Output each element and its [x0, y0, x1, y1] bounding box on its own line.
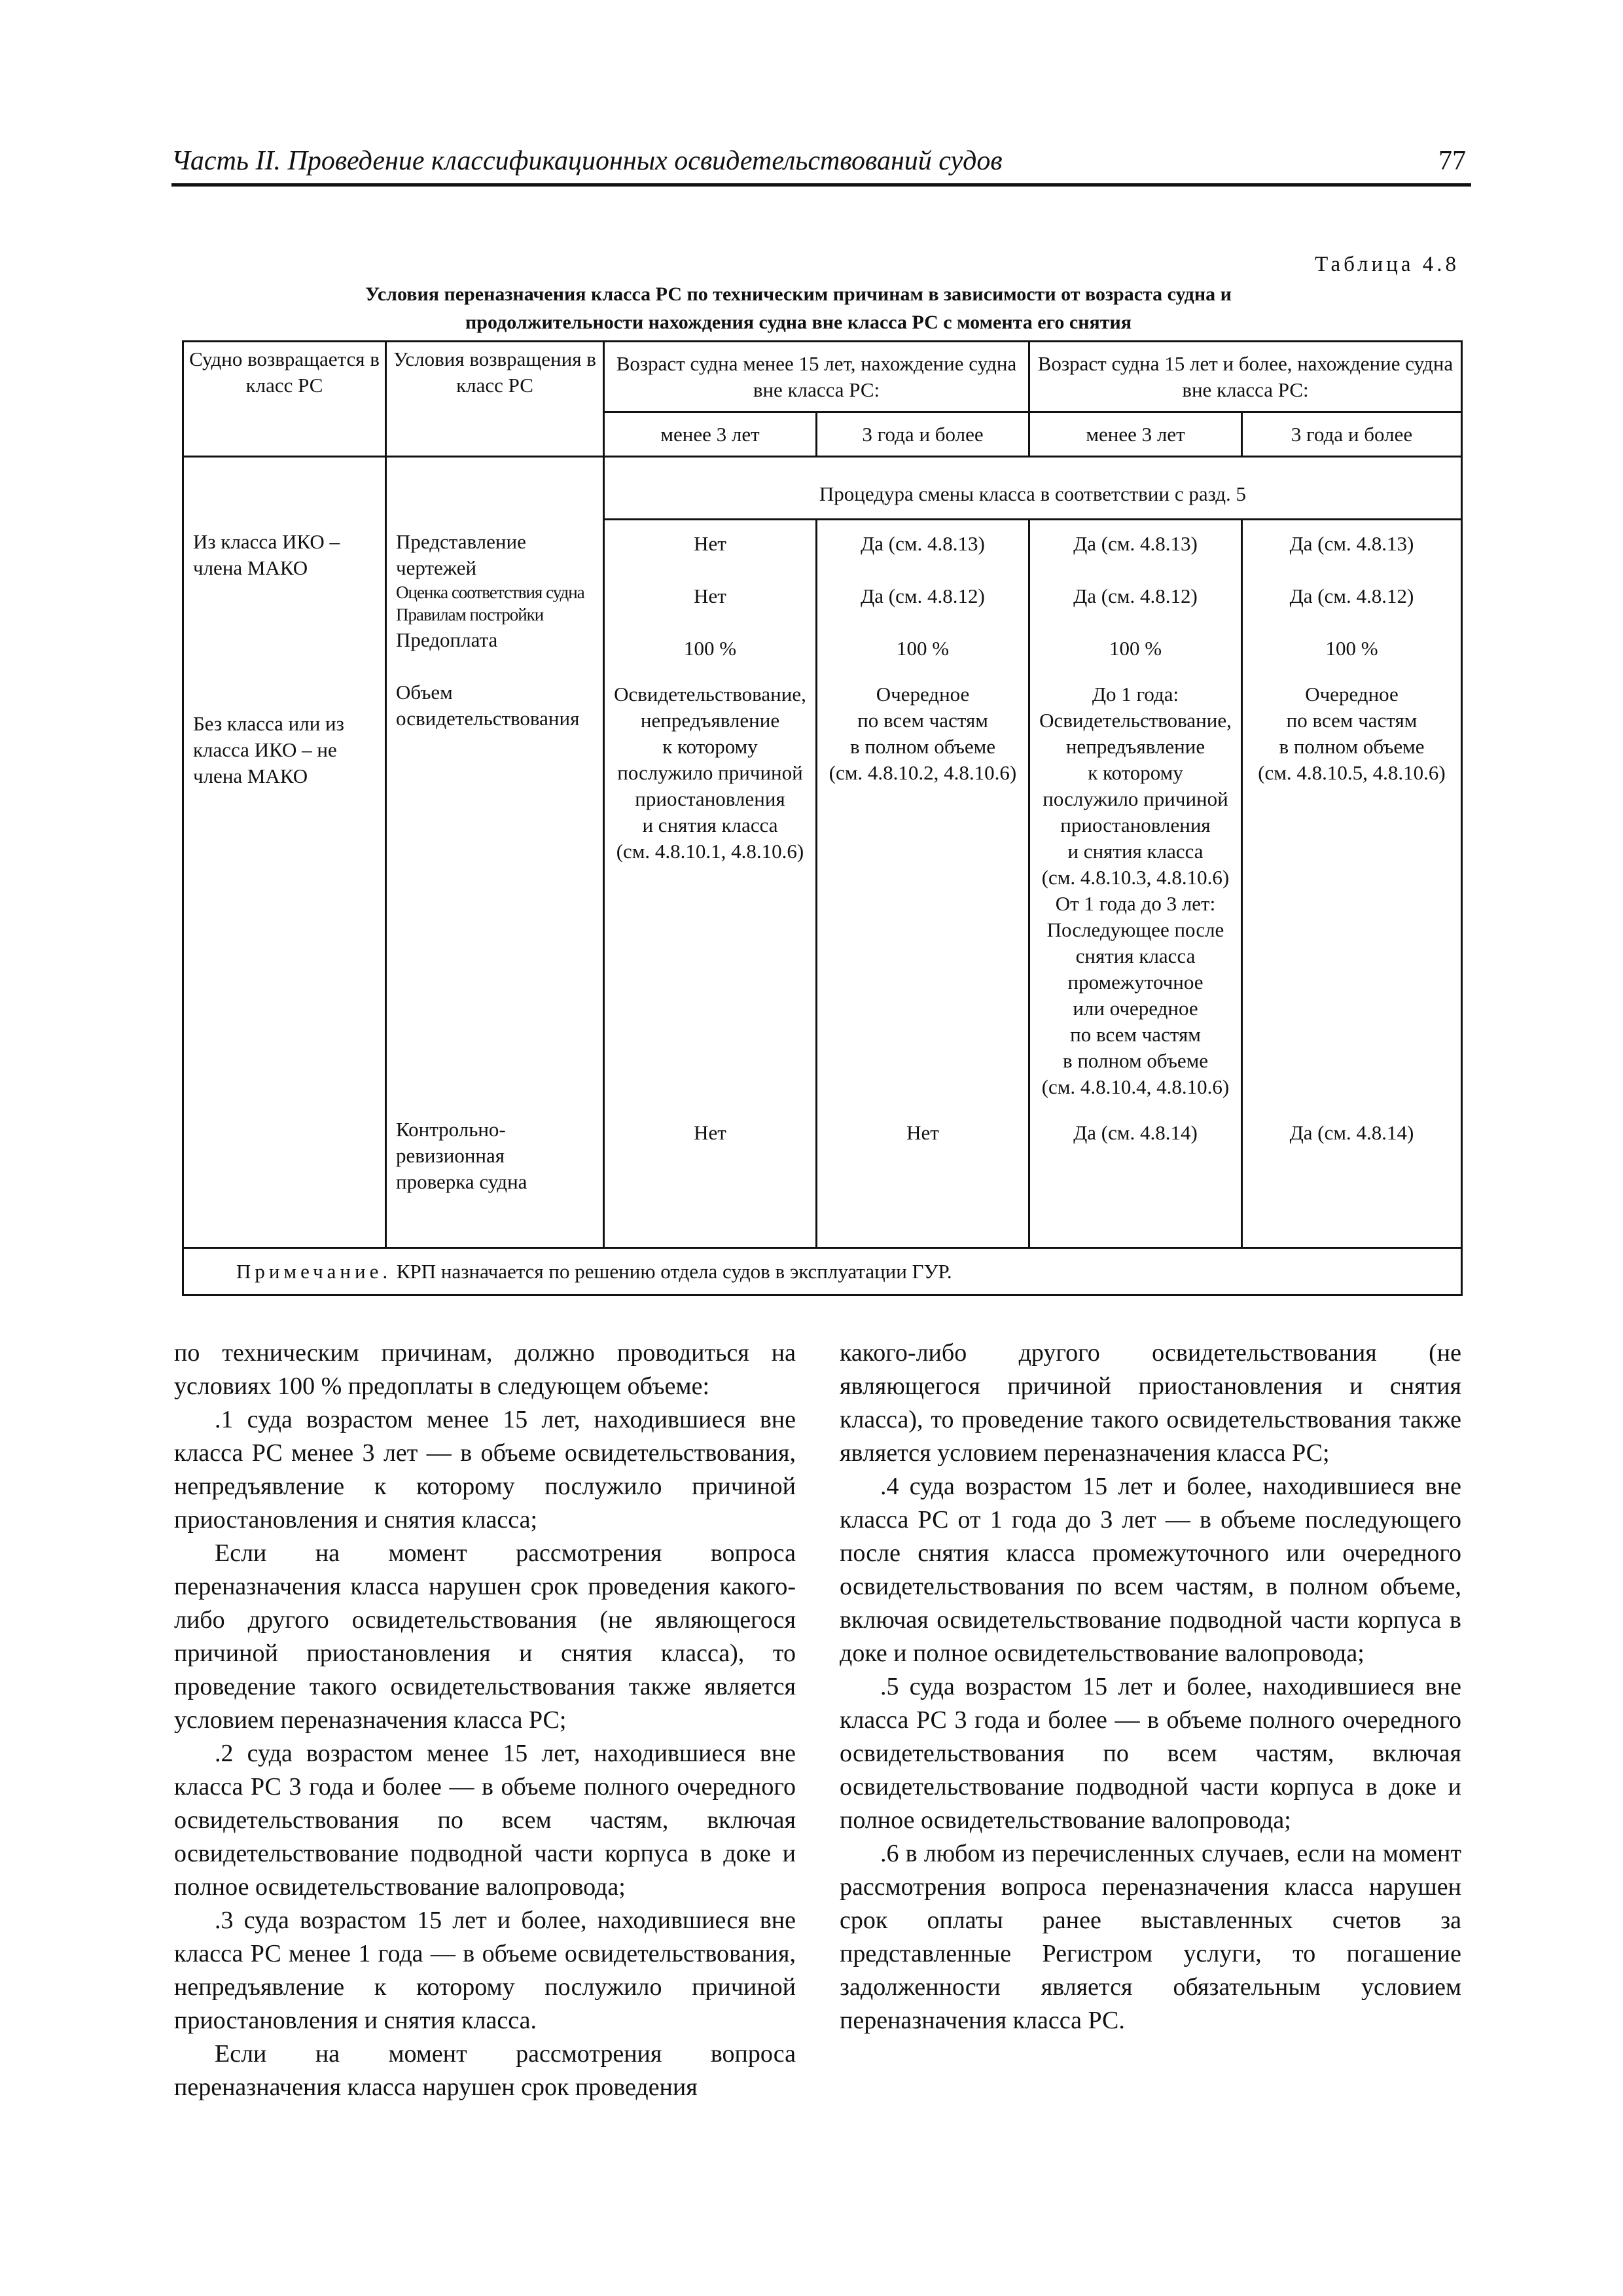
- body-paragraph: .4 суда возрастом 15 лет и более, находившиеся вне класса РС от 1 года до 3 лет — в объеме последующего после снятия класса промежуточного или очередного освидетельствования по всем частям, в полном объеме, включая освидетельствование подводной части корпуса в доке и полное освидетельствование валопровода;: [840, 1473, 1461, 1667]
- body-left-column: [174, 1336, 796, 2104]
- prepay-value-2: 100 %: [896, 637, 950, 660]
- note-label: Примечание.: [236, 1259, 392, 1283]
- prepay-value-1: 100 %: [683, 637, 737, 660]
- body-paragraph: по техническим причинам, должно проводиться на условиях 100 % предоплаты в следующем объеме:: [174, 1339, 796, 1400]
- header-age-15-plus: Возраст судна 15 лет и более, нахождение судна вне класса РС:: [1029, 342, 1462, 412]
- empty-cell: [386, 470, 604, 520]
- drawings-value-3: Да (см. 4.8.13): [1073, 532, 1198, 555]
- body-paragraph: .2 суда возрастом менее 15 лет, находившиеся вне класса РС 3 года и более — в объеме полного очередного освидетельствования по всем частям, включая освидетельствование подводной части корпуса в доке и полное освидетельствование валопровода;: [174, 1740, 796, 1901]
- spacer-cell: [183, 457, 386, 470]
- audit-value-2: Нет: [906, 1121, 939, 1144]
- body-paragraph: какого-либо другого освидетельствования (не являющегося причиной приостановления и снятия класса), то проведение такого освидетельствования также является условием переназначения класса РС;: [840, 1339, 1461, 1467]
- survey-value-3: До 1 года: Освидетельствование, непредъявление к которому послужило причиной приостановления и снятия класса (см. 4.8.10.3, 4.8.10.6) От 1 года до 3 лет: Последующее после снятия класса промежуточное или очередное по всем частям в полном объеме (см. 4.8.10.4, 4.8.10.6): [1039, 683, 1232, 1098]
- body-paragraph: .5 суда возрастом 15 лет и более, находившиеся вне класса РС 3 года и более — в объеме полного очередного освидетельствования по всем частям, включая освидетельствование подводной части корпуса в доке и полное освидетельствование валопровода;: [840, 1673, 1461, 1834]
- class-iko-member: Из класса ИКО – члена МАКО: [193, 529, 340, 579]
- table-caption-line-2: продолжительности нахождения судна вне класса РС с момента его снятия: [465, 312, 1132, 333]
- running-header-title: Часть II. Проведение классификационных освидетельствований судов: [171, 146, 1003, 176]
- compliance-value-1: Нет: [694, 584, 726, 607]
- table-caption: [275, 280, 1322, 336]
- conditions-column: [386, 520, 604, 1248]
- subheader-3-years-plus-b: 3 года и более: [1242, 412, 1462, 457]
- drawings-value-1: Нет: [694, 532, 726, 555]
- table-label: Таблица 4.8: [1315, 253, 1459, 276]
- spacer-cell: [386, 457, 604, 470]
- condition-drawings: Представление чертежей: [396, 529, 526, 579]
- prepay-value-4: 100 %: [1325, 637, 1378, 660]
- header-return-conditions: Условия возвращения в класс РС: [386, 342, 604, 457]
- empty-cell: [183, 470, 386, 520]
- body-paragraph: .1 суда возрастом менее 15 лет, находившиеся вне класса РС менее 3 лет — в объеме освидетельствования, непредъявление к которому послужило причиной приостановления и снятия класса;: [174, 1406, 796, 1534]
- audit-value-3: Да (см. 4.8.14): [1073, 1121, 1198, 1144]
- header-ship-returns: Судно возвращается в класс РС: [183, 342, 386, 457]
- drawings-value-2: Да (см. 4.8.13): [861, 532, 985, 555]
- compliance-value-4: Да (см. 4.8.12): [1289, 584, 1414, 607]
- condition-prepay: Предоплата: [396, 628, 498, 651]
- body-right-column: [840, 1336, 1461, 2037]
- compliance-value-3: Да (см. 4.8.12): [1073, 584, 1198, 607]
- values-col-4: [1242, 520, 1462, 1248]
- subheader-under-3-years-b: менее 3 лет: [1029, 412, 1242, 457]
- body-paragraph: Если на момент рассмотрения вопроса переназначения класса нарушен срок проведения: [174, 2040, 796, 2101]
- header-age-under-15: Возраст судна менее 15 лет, нахождение судна вне класса РС:: [604, 342, 1029, 412]
- survey-value-2: Очередное по всем частям в полном объеме (см. 4.8.10.2, 4.8.10.6): [829, 683, 1017, 784]
- procedure-row: Процедура смены класса в соответствии с разд. 5: [604, 470, 1462, 520]
- prepay-value-3: 100 %: [1109, 637, 1162, 660]
- table-note: [183, 1248, 1462, 1295]
- values-col-1: [604, 520, 817, 1248]
- subheader-under-3-years-a: менее 3 лет: [604, 412, 817, 457]
- values-col-3: [1029, 520, 1242, 1248]
- compliance-value-2: Да (см. 4.8.12): [861, 584, 985, 607]
- subheader-3-years-plus-a: 3 года и более: [817, 412, 1029, 457]
- condition-audit: Контрольно-ревизионная проверка судна: [396, 1117, 527, 1193]
- body-paragraph: .6 в любом из перечисленных случаев, если на момент рассмотрения вопроса переназначения класса нарушен срок оплаты ранее выставленных счетов за представленные Регистром услуги, то погашение задолженности является обязательным условием переназначения класса РС.: [840, 1840, 1461, 2034]
- survey-value-1: Освидетельствование, непредъявление к которому послужило причиной приостановления и снятия класса (см. 4.8.10.1, 4.8.10.6): [614, 683, 806, 863]
- condition-compliance: Оценка соответствия судна Правилам постройки: [396, 582, 584, 624]
- page-number: 77: [1438, 146, 1466, 176]
- values-col-2: [817, 520, 1029, 1248]
- condition-survey-scope: Объем освидетельствования: [396, 680, 580, 730]
- source-class-column: [183, 520, 386, 1248]
- audit-value-4: Да (см. 4.8.14): [1289, 1121, 1414, 1144]
- survey-value-4: Очередное по всем частям в полном объеме (см. 4.8.10.5, 4.8.10.6): [1258, 683, 1446, 784]
- body-paragraph: Если на момент рассмотрения вопроса переназначения класса нарушен срок проведения какого-либо другого освидетельствования (не являющегося причиной приостановления и снятия класса), то проведение такого освидетельствования также является условием переназначения класса РС;: [174, 1539, 796, 1734]
- note-text: КРП назначается по решению отдела судов в эксплуатации ГУР.: [396, 1259, 952, 1283]
- audit-value-1: Нет: [694, 1121, 726, 1144]
- table-caption-line-1: Условия переназначения класса РС по техническим причинам в зависимости от возраста судна и: [365, 283, 1232, 305]
- spacer-cell: [604, 457, 1462, 470]
- body-paragraph: .3 суда возрастом 15 лет и более, находившиеся вне класса РС менее 1 года — в объеме освидетельствования, непредъявление к которому послужило причиной приостановления и снятия класса.: [174, 1907, 796, 2034]
- drawings-value-4: Да (см. 4.8.13): [1289, 532, 1414, 555]
- class-none-or-iko-non-member: Без класса или из класса ИКО – не члена МАКО: [193, 711, 344, 787]
- running-header: [171, 143, 1471, 187]
- reclassification-table: [182, 340, 1463, 1296]
